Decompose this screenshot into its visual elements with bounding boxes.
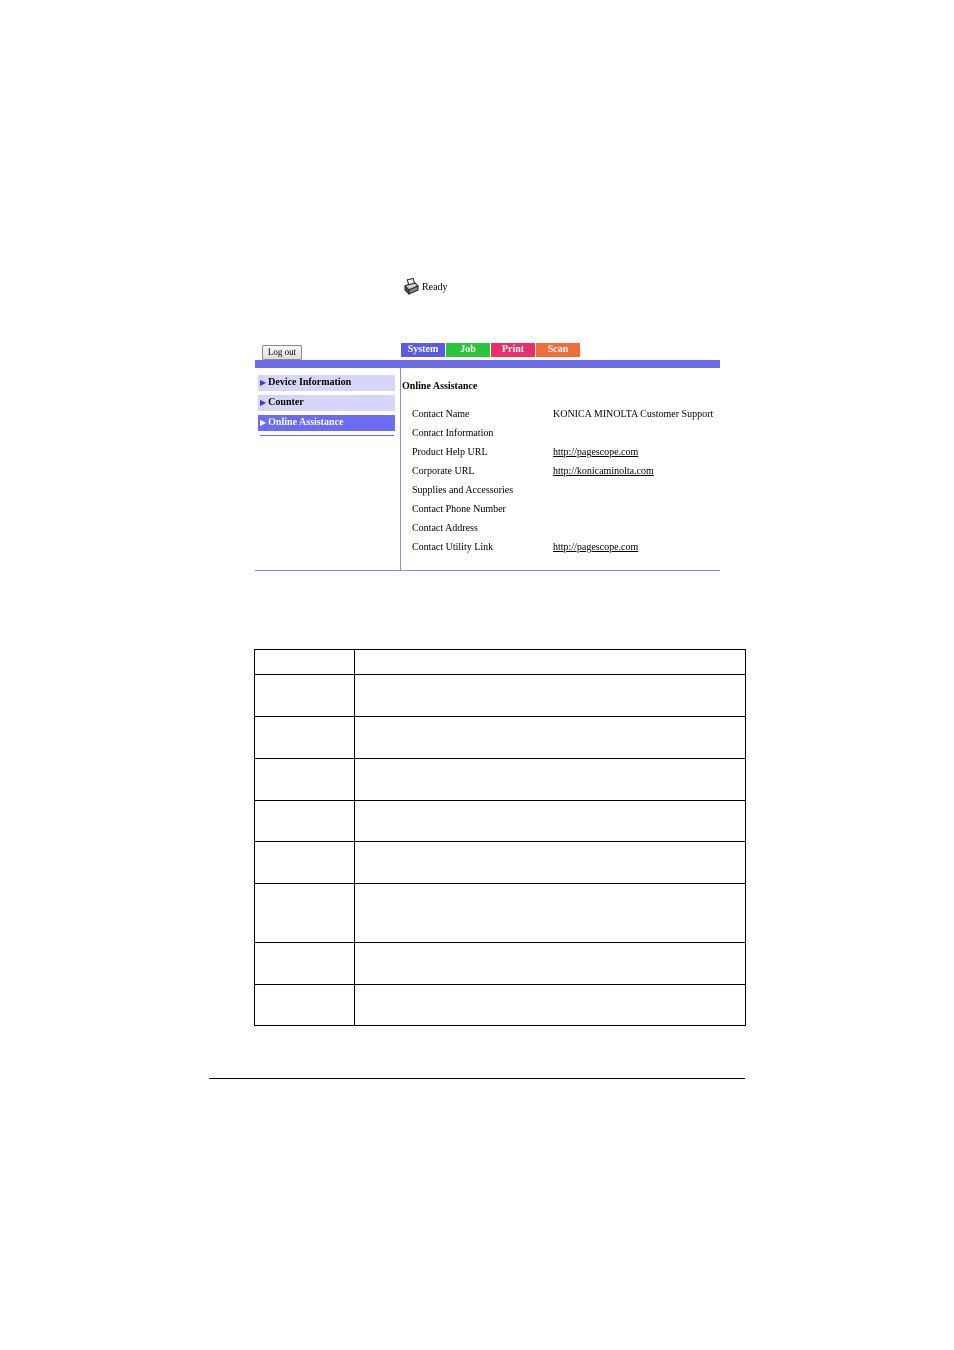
page-title: Online Assistance xyxy=(402,381,478,392)
content-divider xyxy=(400,368,401,570)
sidebar-item-online-assistance[interactable] xyxy=(258,415,395,431)
footer-divider xyxy=(255,570,720,571)
sidebar-item-counter[interactable] xyxy=(258,395,395,411)
footer-rule xyxy=(209,1078,745,1079)
main-tabs xyxy=(401,343,580,357)
table-cell xyxy=(355,675,746,717)
contact-utility-link[interactable]: http://pagescope.com xyxy=(553,542,639,553)
product-help-link[interactable]: http://pagescope.com xyxy=(553,447,639,458)
row-value: KONICA MINOLTA Customer Support xyxy=(553,409,714,420)
tab-scan[interactable]: Scan xyxy=(536,343,580,357)
sidebar-divider xyxy=(260,435,394,436)
table-cell xyxy=(355,884,746,943)
arrow-right-icon: ▶ xyxy=(260,418,267,427)
info-row-supplies xyxy=(412,484,732,498)
arrow-right-icon: ▶ xyxy=(260,398,267,407)
info-row-corporate-url xyxy=(412,465,732,479)
info-row-contact-name xyxy=(412,408,732,422)
table-cell xyxy=(355,650,746,675)
info-row-contact-utility-link xyxy=(412,541,732,555)
row-label: Contact Information xyxy=(412,428,494,439)
table-cell xyxy=(255,884,355,943)
table-cell xyxy=(255,943,355,985)
table-cell xyxy=(255,675,355,717)
row-label: Product Help URL xyxy=(412,447,488,458)
table-row xyxy=(255,884,746,943)
info-row-product-help-url xyxy=(412,446,732,460)
row-label: Corporate URL xyxy=(412,466,475,477)
table-cell xyxy=(255,985,355,1026)
table-row xyxy=(255,717,746,759)
info-row-contact-phone xyxy=(412,503,732,517)
header-bar xyxy=(255,360,720,368)
row-label: Contact Name xyxy=(412,409,470,420)
info-row-contact-information xyxy=(412,427,732,441)
table-cell xyxy=(255,842,355,884)
tab-job[interactable]: Job xyxy=(446,343,490,357)
table-row xyxy=(255,650,746,675)
sidebar xyxy=(258,375,395,435)
table-cell xyxy=(255,650,355,675)
table-row xyxy=(255,801,746,842)
sidebar-item-device-information[interactable] xyxy=(258,375,395,391)
table-row xyxy=(255,842,746,884)
info-row-contact-address xyxy=(412,522,732,536)
table-cell xyxy=(355,943,746,985)
status-text: Ready xyxy=(422,281,448,293)
description-table xyxy=(254,649,746,1026)
row-label: Contact Address xyxy=(412,523,478,534)
table-cell xyxy=(255,801,355,842)
sidebar-item-label: Counter xyxy=(268,397,304,408)
sidebar-item-label: Online Assistance xyxy=(268,417,344,428)
status-indicator xyxy=(402,278,448,296)
row-label: Contact Phone Number xyxy=(412,504,506,515)
table-cell xyxy=(355,985,746,1026)
table-cell xyxy=(355,759,746,801)
table-row xyxy=(255,759,746,801)
table-row xyxy=(255,675,746,717)
sidebar-item-label: Device Information xyxy=(268,377,352,388)
table-cell xyxy=(255,759,355,801)
row-label: Contact Utility Link xyxy=(412,542,494,553)
table-cell xyxy=(355,717,746,759)
table-row xyxy=(255,985,746,1026)
arrow-right-icon: ▶ xyxy=(260,378,267,387)
table-cell xyxy=(355,801,746,842)
logout-button[interactable]: Log out xyxy=(262,345,302,360)
tab-system[interactable]: System xyxy=(401,343,445,357)
corporate-url-link[interactable]: http://konicaminolta.com xyxy=(553,466,654,477)
tab-print[interactable]: Print xyxy=(491,343,535,357)
table-row xyxy=(255,943,746,985)
table-cell xyxy=(255,717,355,759)
printer-icon xyxy=(402,278,420,296)
table-cell xyxy=(355,842,746,884)
row-label: Supplies and Accessories xyxy=(412,485,514,496)
